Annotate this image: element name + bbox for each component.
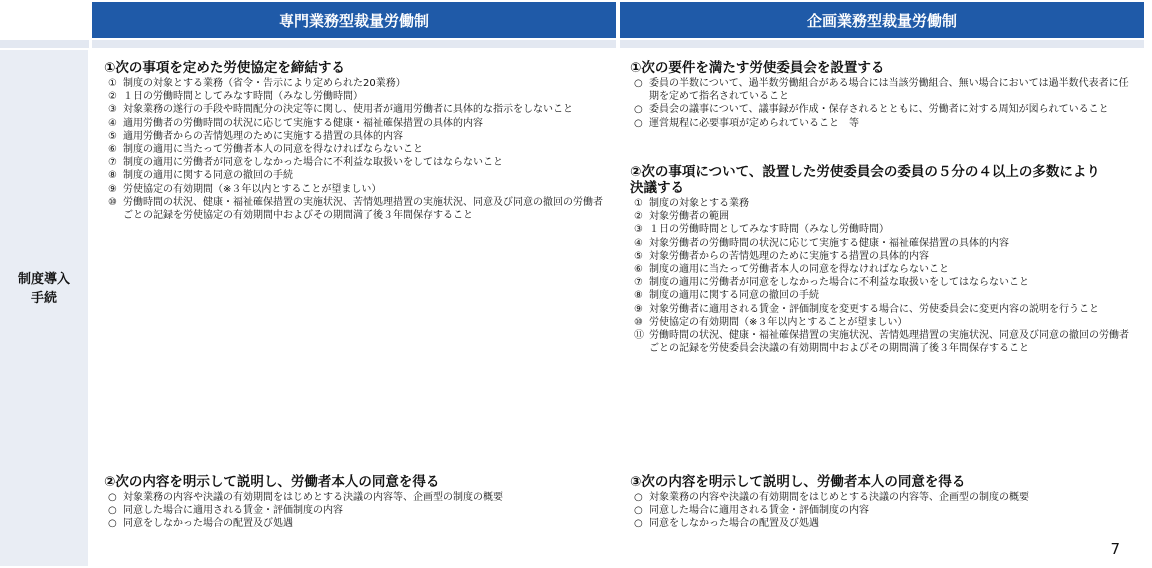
list-item-text: 運営規程に必要事項が定められていること 等 bbox=[649, 117, 859, 129]
list-item-text: 対象労働者の労働時間の状況に応じて実施する健康・福祉確保措置の具体的内容 bbox=[649, 237, 1009, 249]
right-section-1-title: ①次の要件を満たす労使委員会を設置する bbox=[630, 60, 885, 76]
list-item-text: 対象労働者の範囲 bbox=[649, 211, 729, 223]
list-item bbox=[630, 237, 1135, 250]
list-item-marker: ⑤ bbox=[634, 250, 643, 262]
header-spacer-right bbox=[620, 40, 1144, 48]
list-item-text: 対象業務の内容や決議の有効期間をはじめとする決議の内容等、企画型の制度の概要 bbox=[649, 492, 1029, 503]
list-item bbox=[630, 329, 1135, 355]
list-item-text: 労働時間の状況、健康・福祉確保措置の実施状況、苦情処理措置の実施状況、同意及び同意の撤回の労働者ごとの記録を労使委員会決議の有効期間中およびその期間満了後３年間保存すること bbox=[649, 330, 1129, 355]
left-section-1-title: ①次の事項を定めた労使協定を締結する bbox=[104, 60, 345, 76]
list-item-marker: ○ bbox=[108, 518, 117, 530]
list-item-marker: ② bbox=[108, 91, 117, 103]
list-item-marker: ⑨ bbox=[634, 303, 643, 315]
list-item-marker: ○ bbox=[634, 78, 643, 89]
list-item bbox=[630, 289, 1135, 302]
list-item bbox=[630, 197, 1135, 210]
row-label-cell bbox=[0, 50, 88, 566]
list-item-text: 同意をしなかった場合の配置及び処遇 bbox=[123, 518, 293, 530]
list-item bbox=[630, 103, 1135, 116]
left-section-2 bbox=[104, 474, 604, 531]
list-item-marker: ○ bbox=[634, 117, 643, 129]
list-item-marker: ○ bbox=[634, 518, 643, 530]
list-item-marker: ⑦ bbox=[634, 277, 643, 289]
list-item bbox=[630, 250, 1135, 263]
list-item-marker: ⑩ bbox=[634, 316, 643, 328]
list-item-marker: ⑧ bbox=[634, 290, 643, 302]
list-item bbox=[630, 223, 1135, 236]
list-item bbox=[630, 77, 1135, 103]
list-item-text: 労働時間の状況、健康・福祉確保措置の実施状況、苦情処理措置の実施状況、同意及び同意の撤回の労働者ごとの記録を労使協定の有効期間中およびその期間満了後３年間保存すること bbox=[123, 196, 603, 222]
list-item bbox=[630, 210, 1135, 223]
list-item-marker: ⑩ bbox=[108, 196, 117, 208]
list-item-marker: ③ bbox=[108, 104, 117, 116]
divider-2 bbox=[616, 0, 620, 568]
list-item-text: １日の労働時間としてみなす時間（みなし労働時間） bbox=[123, 91, 363, 103]
list-item bbox=[104, 491, 604, 504]
list-item-marker: ○ bbox=[634, 505, 643, 517]
right-section-1 bbox=[630, 60, 1135, 130]
list-item bbox=[630, 303, 1135, 316]
list-item-marker: ④ bbox=[634, 237, 643, 249]
list-item-marker: ⑪ bbox=[634, 330, 644, 342]
row-label bbox=[0, 270, 88, 308]
list-item-text: 委員会の議事について、議事録が作成・保存されるとともに、労働者に対する周知が図られていること bbox=[649, 104, 1109, 116]
list-item bbox=[630, 263, 1135, 276]
row-label-line1: 制度導入 bbox=[17, 272, 70, 287]
right-section-2-list bbox=[630, 197, 1135, 355]
list-item-text: 適用労働者からの苦情処理のために実施する措置の具体的内容 bbox=[123, 130, 403, 142]
right-section-3-list bbox=[630, 491, 1135, 531]
list-item bbox=[630, 316, 1135, 329]
list-item-marker: ④ bbox=[108, 117, 117, 129]
list-item bbox=[104, 504, 604, 517]
list-item-marker: ⑧ bbox=[108, 170, 117, 182]
list-item bbox=[104, 117, 604, 130]
right-section-3-title: ③次の内容を明示して説明し、労働者本人の同意を得る bbox=[630, 474, 966, 490]
list-item bbox=[104, 156, 604, 169]
list-item-text: 対象労働者に適用される賃金・評価制度を変更する場合に、労使委員会に変更内容の説明を行うこと bbox=[649, 303, 1099, 315]
list-item-marker: ① bbox=[108, 78, 117, 89]
left-section-2-title: ②次の内容を明示して説明し、労働者本人の同意を得る bbox=[104, 474, 440, 490]
list-item-text: 制度の対象とする業務（省令・告示により定められた20業務） bbox=[123, 78, 406, 89]
right-section-2-title: ②次の事項について、設置した労使委員会の委員の５分の４以上の多数により決議する bbox=[630, 164, 1100, 196]
list-item bbox=[630, 117, 1135, 130]
list-item-marker: ○ bbox=[108, 505, 117, 517]
list-item bbox=[630, 276, 1135, 289]
list-item bbox=[630, 517, 1135, 530]
list-item-text: １日の労働時間としてみなす時間（みなし労働時間） bbox=[649, 224, 889, 236]
list-item bbox=[104, 517, 604, 530]
list-item-marker: ⑨ bbox=[108, 183, 117, 195]
list-item bbox=[104, 103, 604, 116]
list-item-marker: ⑦ bbox=[108, 157, 117, 169]
list-item-marker: ○ bbox=[108, 492, 117, 503]
list-item bbox=[104, 196, 604, 222]
list-item-text: 同意した場合に適用される賃金・評価制度の内容 bbox=[649, 505, 869, 517]
left-section-1 bbox=[104, 60, 604, 222]
list-item-marker: ⑤ bbox=[108, 130, 117, 142]
list-item bbox=[630, 504, 1135, 517]
right-section-1-list bbox=[630, 77, 1135, 130]
divider-1 bbox=[89, 0, 92, 568]
list-item-marker: ① bbox=[634, 198, 643, 209]
list-item-text: 制度の適用に関する同意の撤回の手続 bbox=[649, 290, 819, 302]
list-item-text: 委員の半数について、過半数労働組合がある場合には当該労働組合、無い場合においては過半数代表者に任期を定めて指名されていること bbox=[649, 78, 1129, 103]
list-item bbox=[104, 169, 604, 182]
list-item-text: 制度の対象とする業務 bbox=[649, 198, 749, 209]
list-item-text: 対象業務の遂行の手段や時間配分の決定等に関し、使用者が適用労働者に具体的な指示をしないこと bbox=[123, 104, 573, 116]
list-item-text: 労使協定の有効期間（※３年以内とすることが望ましい） bbox=[123, 183, 382, 195]
list-item-text: 適用労働者の労働時間の状況に応じて実施する健康・福祉確保措置の具体的内容 bbox=[123, 117, 483, 129]
list-item bbox=[104, 130, 604, 143]
list-item bbox=[104, 143, 604, 156]
row-label-line2: 手続 bbox=[30, 291, 57, 306]
header-col2: 企画業務型裁量労働制 bbox=[620, 2, 1144, 38]
header-spacer-left bbox=[0, 40, 616, 48]
list-item-text: 制度の適用に当たって労働者本人の同意を得なければならないこと bbox=[649, 264, 949, 276]
list-item bbox=[104, 77, 604, 90]
list-item bbox=[104, 183, 604, 196]
list-item-text: 制度の適用に関する同意の撤回の手続 bbox=[123, 170, 293, 182]
left-section-1-list bbox=[104, 77, 604, 222]
list-item-text: 労使協定の有効期間（※３年以内とすることが望ましい） bbox=[649, 316, 908, 328]
right-section-2 bbox=[630, 164, 1135, 355]
list-item-text: 対象労働者からの苦情処理のために実施する措置の具体的内容 bbox=[649, 250, 929, 262]
list-item-marker: ⑥ bbox=[634, 264, 643, 276]
right-section-3 bbox=[630, 474, 1135, 531]
list-item-marker: ○ bbox=[634, 492, 643, 503]
list-item-text: 制度の適用に労働者が同意をしなかった場合に不利益な取扱いをしてはならないこと bbox=[123, 157, 503, 169]
list-item-text: 同意をしなかった場合の配置及び処遇 bbox=[649, 518, 819, 530]
list-item-text: 制度の適用に当たって労働者本人の同意を得なければならないこと bbox=[123, 144, 423, 156]
list-item-text: 対象業務の内容や決議の有効期間をはじめとする決議の内容等、企画型の制度の概要 bbox=[123, 492, 503, 503]
header-col1: 専門業務型裁量労働制 bbox=[92, 2, 616, 38]
list-item bbox=[630, 491, 1135, 504]
left-section-2-list bbox=[104, 491, 604, 531]
list-item-marker: ② bbox=[634, 211, 643, 223]
list-item-text: 制度の適用に労働者が同意をしなかった場合に不利益な取扱いをしてはならないこと bbox=[649, 277, 1029, 289]
list-item-text: 同意した場合に適用される賃金・評価制度の内容 bbox=[123, 505, 343, 517]
page-number: 7 bbox=[1110, 540, 1120, 558]
list-item-marker: ⑥ bbox=[108, 144, 117, 156]
list-item-marker: ③ bbox=[634, 224, 643, 236]
list-item-marker: ○ bbox=[634, 104, 643, 116]
list-item bbox=[104, 90, 604, 103]
